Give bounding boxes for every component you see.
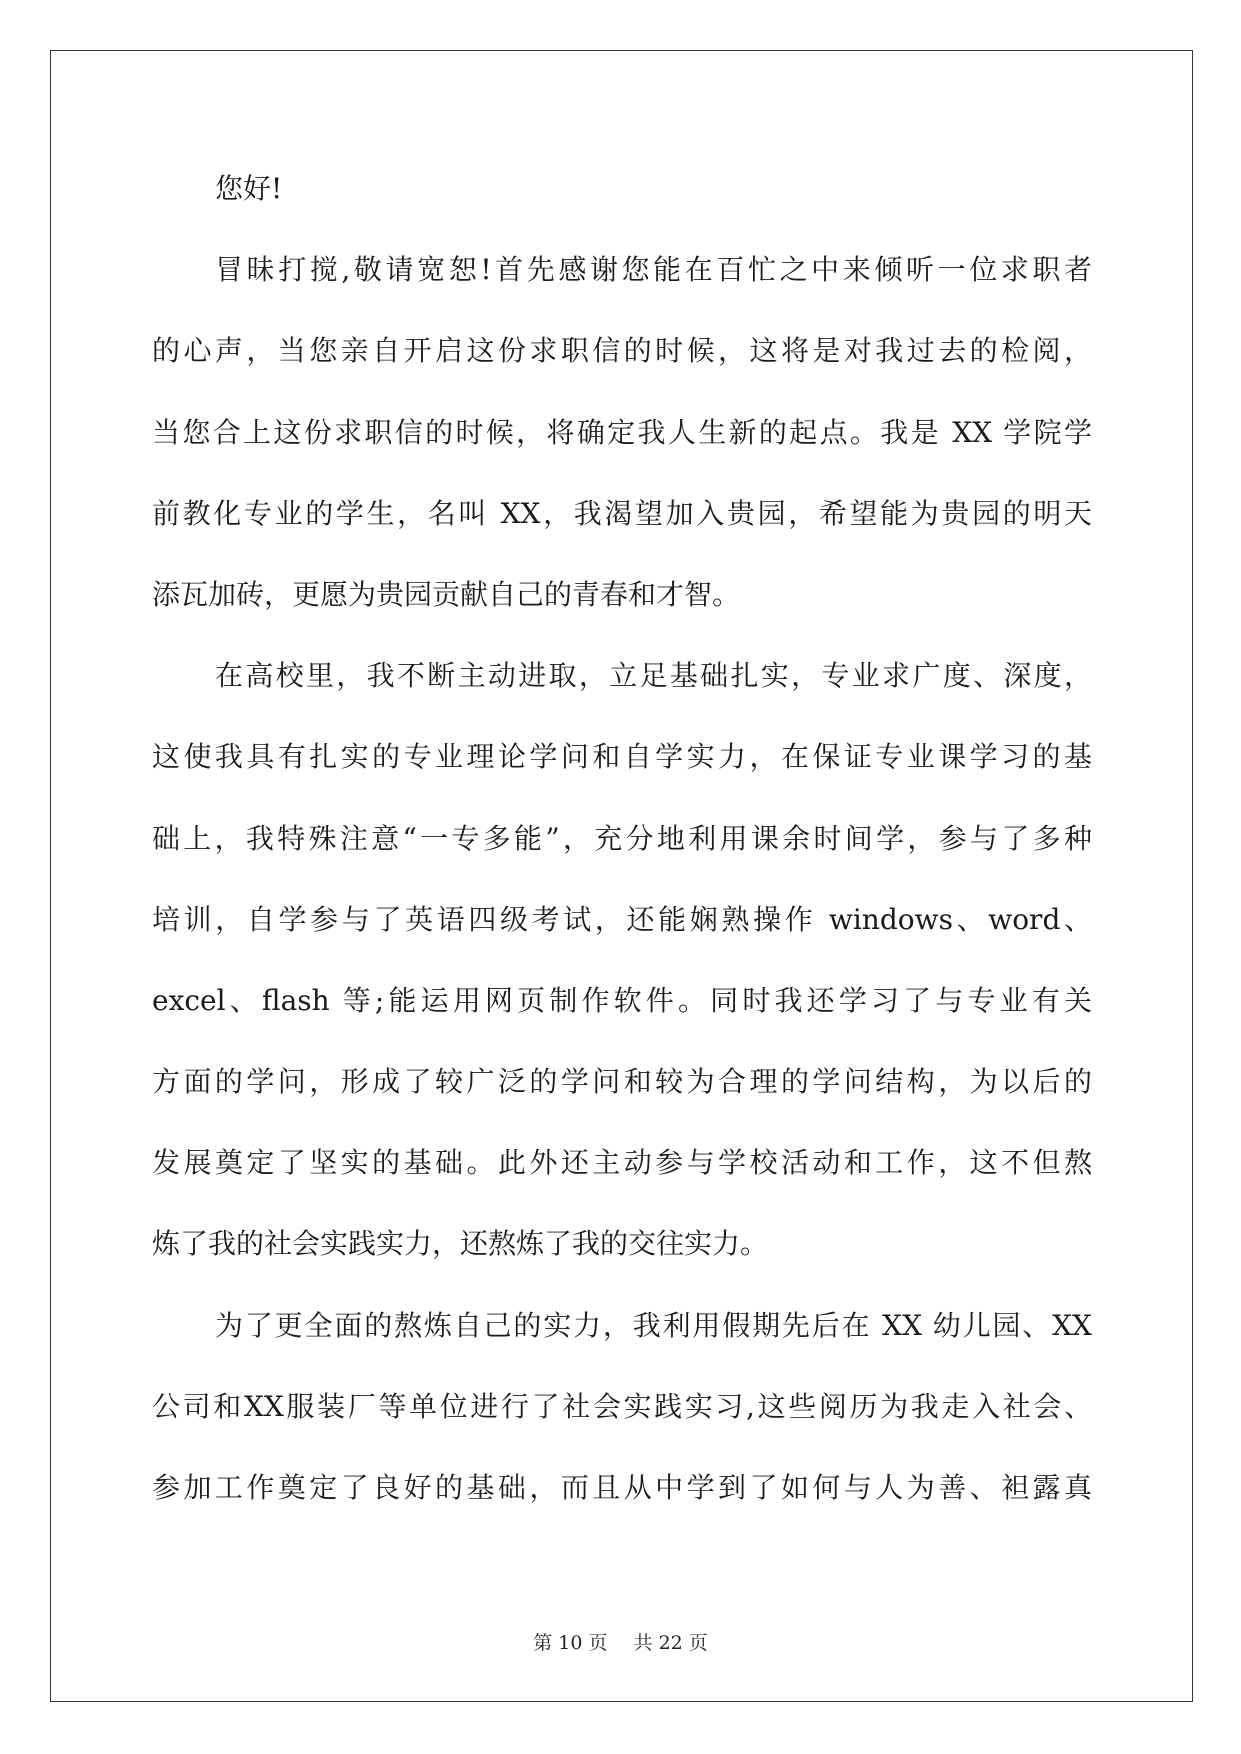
page-total: 共 22 页 <box>633 1632 708 1654</box>
body-line: 公司和XX服装厂等单位进行了社会实践实习,这些阅历为我走入社会、 <box>152 1389 1092 1423</box>
body-line: excel、flash 等;能运用网页制作软件。同时我还学习了与专业有关 <box>152 983 1092 1017</box>
page-number: 第 10 页 <box>533 1632 608 1654</box>
body-line: 炼了我的社会实践实力，还熬炼了我的交往实力。 <box>152 1227 769 1261</box>
body-line: 为了更全面的熬炼自己的实力，我利用假期先后在 XX 幼儿园、XX <box>215 1308 1092 1342</box>
body-line: 冒昧打搅,敬请宽恕!首先感谢您能在百忙之中来倾听一位求职者 <box>215 253 1092 287</box>
body-line: 参加工作奠定了良好的基础，而且从中学到了如何与人为善、袒露真 <box>152 1471 1092 1504</box>
body-line: 这使我具有扎实的专业理论学问和自学实力，在保证专业课学习的基 <box>152 740 1092 774</box>
letter-body <box>152 160 1092 1540</box>
body-line: 添瓦加砖，更愿为贵园贡献自己的青春和才智。 <box>152 577 741 611</box>
body-line: 在高校里，我不断主动进取，立足基础扎实，专业求广度、深度， <box>215 659 1092 693</box>
body-line: 当您合上这份求职信的时候，将确定我人生新的起点。我是 XX 学院学 <box>152 415 1092 449</box>
body-line: 方面的学问，形成了较广泛的学问和较为合理的学问结构，为以后的 <box>152 1065 1092 1099</box>
body-line: 发展奠定了坚实的基础。此外还主动参与学校活动和工作，这不但熬 <box>152 1146 1092 1180</box>
body-line: 前教化专业的学生，名叫 XX，我渴望加入贵园，希望能为贵园的明天 <box>152 496 1092 530</box>
page-footer <box>0 1628 1241 1655</box>
body-line: 础上，我特殊注意“一专多能”，充分地利用课余时间学，参与了多种 <box>152 821 1092 855</box>
body-line: 的心声，当您亲自开启这份求职信的时候，这将是对我过去的检阅， <box>152 334 1092 368</box>
body-line: 培训，自学参与了英语四级考试，还能娴熟操作 windows、word、 <box>152 902 1092 936</box>
body-line: 您好! <box>215 172 283 205</box>
